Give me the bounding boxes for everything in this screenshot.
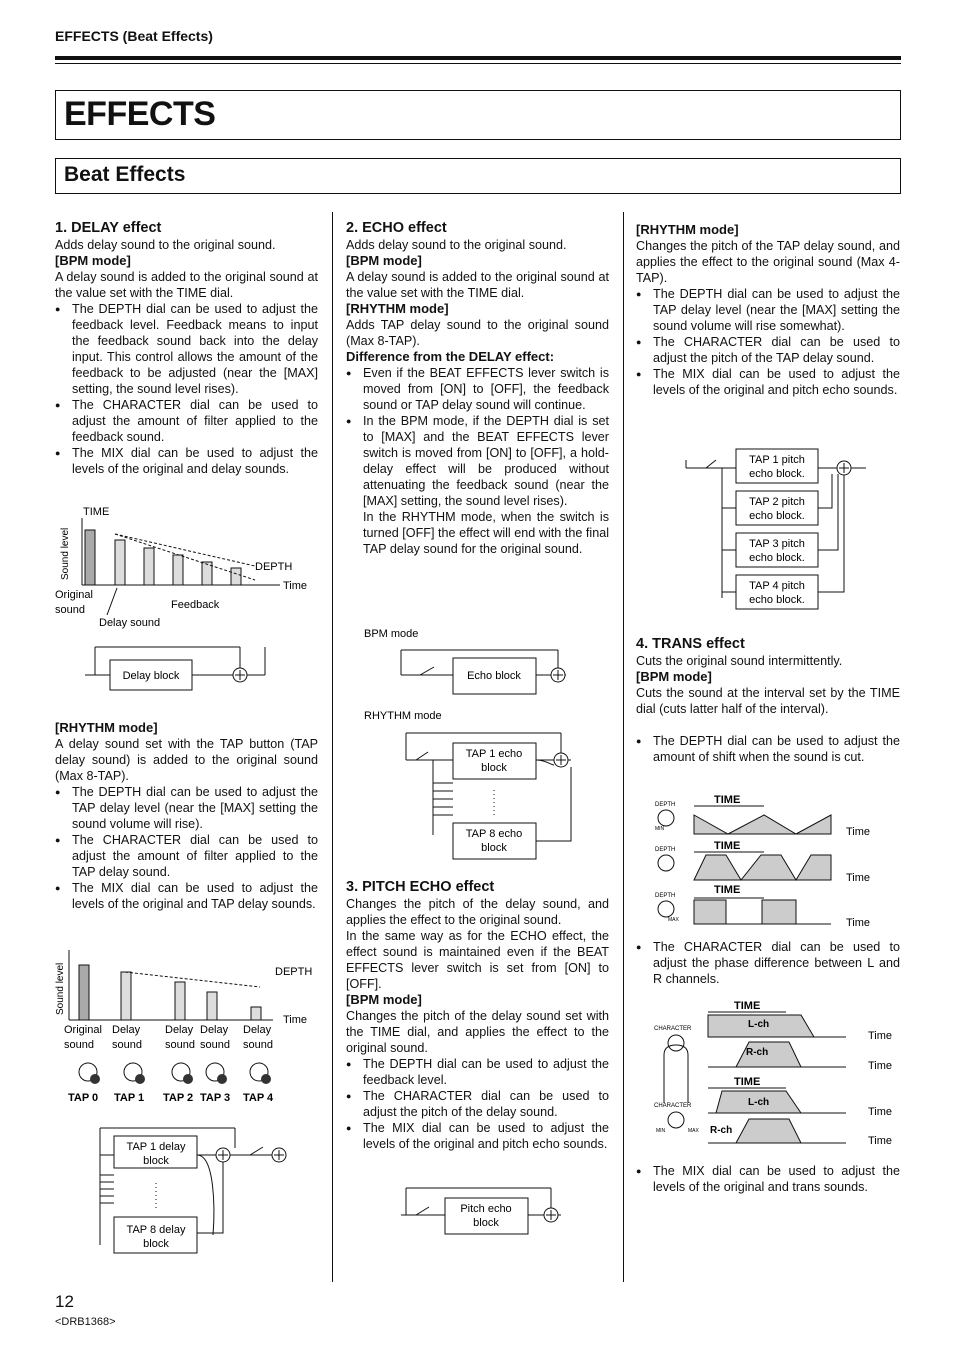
svg-text:Delay sound: Delay sound: [99, 617, 161, 629]
svg-text:Echo block: Echo block: [467, 670, 521, 682]
svg-text:TAP 8 delay: TAP 8 delay: [126, 1224, 186, 1236]
delay-rhythm-label: [RHYTHM mode]: [55, 720, 158, 735]
svg-text:block: block: [481, 762, 507, 774]
svg-text:TAP 2: TAP 2: [163, 1092, 194, 1104]
delay-bpm-item: ● The MIX dial can be used to adjust the levels of the original and delay sounds.: [55, 445, 318, 477]
svg-text:MIN: MIN: [656, 1128, 666, 1134]
svg-text:CHARACTER: CHARACTER: [654, 1026, 692, 1032]
delay-rhythm-section: [55, 720, 318, 912]
svg-text:echo block.: echo block.: [749, 510, 805, 522]
pitch-rhythm-item: ● The DEPTH dial can be used to adjust the TAP delay level (near the [MAX] setting the sound volume will rise somewhat).: [636, 286, 900, 334]
section-header: EFFECTS (Beat Effects): [55, 28, 213, 44]
echo-diff-label: Difference from the DELAY effect:: [346, 349, 555, 364]
pitch-bpm-item: ● The DEPTH dial can be used to adjust the feedback level.: [346, 1056, 609, 1088]
svg-text:sound: sound: [112, 1039, 142, 1051]
svg-text:DEPTH: DEPTH: [655, 802, 676, 808]
delay-block-diagram: [55, 640, 320, 700]
svg-text:Delay: Delay: [165, 1024, 194, 1036]
document-code: <DRB1368>: [55, 1316, 116, 1328]
delay-tap-diagram: [55, 1120, 320, 1260]
delay-rhythm-item: ● The DEPTH dial can be used to adjust the TAP delay level (near the [MAX] setting the sound volume will rise).: [55, 784, 318, 832]
svg-text:TAP 8 echo: TAP 8 echo: [465, 828, 523, 840]
svg-text:Time: Time: [868, 1060, 893, 1072]
svg-text:L-ch: L-ch: [748, 1019, 770, 1030]
svg-text:TAP 1 pitch: TAP 1 pitch: [749, 454, 805, 466]
svg-text:Sound level: Sound level: [60, 527, 71, 580]
echo-bpm-text: A delay sound is added to the original sound at the value set with the TIME dial.: [346, 270, 609, 300]
svg-text:echo block.: echo block.: [749, 552, 805, 564]
delay-level-figure: [55, 500, 320, 635]
svg-text:Pitch echo: Pitch echo: [460, 1203, 512, 1215]
pitch-rhythm-item: ● The MIX dial can be used to adjust the levels of the original and pitch echo sounds.: [636, 366, 900, 398]
svg-text:sound: sound: [243, 1039, 273, 1051]
pitch-rhythm-section: [636, 222, 900, 398]
svg-text:TAP 3 pitch: TAP 3 pitch: [749, 538, 805, 550]
delay-bpm-label: [BPM mode]: [55, 253, 131, 268]
subtitle-box: [55, 158, 901, 194]
svg-text:Sound level: Sound level: [55, 962, 66, 1015]
echo-diff-note: In the RHYTHM mode, when the switch is turned [OFF] the effect will end with the final TAP delay sound for the original sound.: [363, 510, 609, 556]
trans-intro: Cuts the original sound intermittently.: [636, 654, 843, 668]
column-divider: [623, 212, 624, 1282]
trans-item: ● The DEPTH dial can be used to adjust the amount of shift when the sound is cut.: [636, 733, 900, 765]
page-number: 12: [55, 1292, 74, 1311]
svg-text:sound: sound: [165, 1039, 195, 1051]
svg-text:sound: sound: [64, 1039, 94, 1051]
svg-text:block: block: [473, 1217, 499, 1229]
page-title: EFFECTS: [64, 95, 216, 133]
delay-bpm-item: ● The CHARACTER dial can be used to adjust the amount of filter applied to the feedback sound.: [55, 397, 318, 445]
svg-text:Feedback: Feedback: [171, 599, 220, 611]
svg-text:R-ch: R-ch: [746, 1047, 769, 1058]
trans-section: [636, 635, 900, 765]
svg-text:Delay: Delay: [243, 1024, 272, 1036]
delay-title: 1. DELAY effect: [55, 220, 162, 236]
svg-text:DEPTH: DEPTH: [655, 847, 676, 853]
trans-title: 4. TRANS effect: [636, 636, 745, 652]
svg-text:MIN: MIN: [655, 826, 665, 832]
echo-rhythm-diagram: [346, 705, 611, 865]
echo-diff-item: ● Even if the BEAT EFFECTS lever switch is moved from [ON] to [OFF], the feedback sound or TAP delay sound will continue.: [346, 365, 609, 413]
pitch-intro: Changes the pitch of the delay sound, and applies the effect to the original sound.: [346, 897, 609, 927]
pitch-bpm-item: ● The MIX dial can be used to adjust the levels of the original and pitch echo sounds.: [346, 1120, 609, 1152]
column-divider: [332, 212, 333, 1282]
echo-rhythm-label: [RHYTHM mode]: [346, 301, 449, 316]
delay-rhythm-item: ● The MIX dial can be used to adjust the levels of the original and TAP delay sounds.: [55, 880, 318, 912]
delay-rhythm-item: ● The CHARACTER dial can be used to adjust the amount of filter applied to the TAP delay sound.: [55, 832, 318, 880]
pitch-rhythm-text: Changes the pitch of the TAP delay sound, and applies the effect to the original sound (Max 4-TAP).: [636, 239, 900, 285]
pitch-rhythm-label: [RHYTHM mode]: [636, 222, 739, 237]
echo-intro: Adds delay sound to the original sound.: [346, 238, 567, 252]
svg-text:TIME: TIME: [734, 1000, 761, 1012]
svg-text:MAX: MAX: [668, 917, 679, 923]
header-rule: [55, 56, 901, 60]
svg-text:Time: Time: [868, 1106, 893, 1118]
pitch-section: [346, 878, 609, 1152]
svg-text:Time: Time: [283, 580, 308, 592]
pitch-bpm-text: Changes the pitch of the delay sound set with the TIME dial, and applies the effect to the original sound.: [346, 1009, 609, 1055]
svg-text:block: block: [143, 1155, 169, 1167]
echo-rhythm-text: Adds TAP delay sound to the original sound (Max 8-TAP).: [346, 318, 609, 348]
echo-section: [346, 219, 609, 557]
pitch-echo-diagram: [346, 1180, 611, 1240]
pitch-bpm-label: [BPM mode]: [346, 992, 422, 1007]
tap-button-icon: [79, 1063, 271, 1084]
delay-section: [55, 219, 318, 477]
trans-bpm-text: Cuts the sound at the interval set by the TIME dial (cuts latter half of the interval).: [636, 686, 900, 716]
svg-text:block: block: [481, 842, 507, 854]
title-box: [55, 90, 901, 140]
svg-text:RHYTHM mode: RHYTHM mode: [364, 710, 442, 722]
svg-text:sound: sound: [55, 604, 85, 616]
svg-text:TIME: TIME: [714, 840, 741, 852]
pitch-rhythm-diagram: [636, 440, 900, 620]
echo-bpm-diagram: [346, 622, 611, 702]
svg-text:TIME: TIME: [714, 884, 741, 896]
svg-text:TAP 2 pitch: TAP 2 pitch: [749, 496, 805, 508]
pitch-intro2: In the same way as for the ECHO effect, the effect sound is maintained even if the BEAT EFFECTS lever switch is set from [ON] to [OFF].: [346, 929, 609, 991]
svg-text:MAX: MAX: [688, 1128, 699, 1134]
svg-text:Original: Original: [64, 1024, 102, 1036]
svg-text:TAP 4 pitch: TAP 4 pitch: [749, 580, 805, 592]
svg-text:Time: Time: [868, 1030, 893, 1042]
svg-text:Delay: Delay: [200, 1024, 229, 1036]
svg-text:BPM mode: BPM mode: [364, 628, 419, 640]
trans-item: ● The MIX dial can be used to adjust the levels of the original and trans sounds.: [636, 1163, 900, 1195]
trans-depth-figure: [636, 790, 900, 930]
svg-text:echo block.: echo block.: [749, 468, 805, 480]
delay-rhythm-text: A delay sound set with the TAP button (TAP delay sound) is added to the original sound (Max 8-TAP).: [55, 737, 318, 783]
svg-text:DEPTH: DEPTH: [655, 893, 676, 899]
svg-text:TAP 0: TAP 0: [68, 1092, 99, 1104]
trans-item: ● The CHARACTER dial can be used to adjust the phase difference between L and R channels.: [636, 939, 900, 987]
svg-text:Time: Time: [846, 917, 871, 929]
svg-text:Delay: Delay: [112, 1024, 141, 1036]
svg-text:Time: Time: [846, 826, 871, 838]
svg-text:TIME: TIME: [734, 1076, 761, 1088]
echo-diff-item: ● In the BPM mode, if the DEPTH dial is set to [MAX] and the BEAT EFFECTS lever switch is moved from [ON] to [OFF], a hold-delay effect will be produced without attenuating the feedback sound (near the [MAX] setting, the sound level rises).: [346, 413, 609, 509]
pitch-title: 3. PITCH ECHO effect: [346, 879, 495, 895]
svg-text:CHARACTER: CHARACTER: [654, 1103, 692, 1109]
svg-text:TIME: TIME: [714, 794, 741, 806]
delay-intro: Adds delay sound to the original sound.: [55, 238, 276, 252]
svg-text:TAP 1 delay: TAP 1 delay: [126, 1141, 186, 1153]
header-rule-thin: [55, 63, 901, 64]
svg-text:Time: Time: [846, 872, 871, 884]
pitch-rhythm-item: ● The CHARACTER dial can be used to adjust the pitch of the TAP delay sound.: [636, 334, 900, 366]
svg-text:Time: Time: [868, 1135, 893, 1147]
svg-text:TAP 1 echo: TAP 1 echo: [465, 748, 523, 760]
page-subtitle: Beat Effects: [64, 163, 186, 186]
svg-text:TAP 3: TAP 3: [200, 1092, 231, 1104]
svg-text:DEPTH: DEPTH: [255, 561, 293, 573]
trans-bpm-label: [BPM mode]: [636, 669, 712, 684]
trans-char-item: [636, 939, 900, 987]
svg-text:TAP 4: TAP 4: [243, 1092, 274, 1104]
svg-text:sound: sound: [200, 1039, 230, 1051]
trans-character-figure: [636, 995, 900, 1150]
svg-text:TIME: TIME: [83, 506, 110, 518]
trans-mix-item: [636, 1163, 900, 1195]
echo-title: 2. ECHO effect: [346, 220, 447, 236]
delay-bpm-item: ● The DEPTH dial can be used to adjust the feedback level. Feedback means to input the feedback sound back into the delay input. This control allows the amount of the feedback to be adjusted (near the [MAX] setting, the sound level rises).: [55, 301, 318, 397]
echo-bpm-label: [BPM mode]: [346, 253, 422, 268]
svg-text:echo block.: echo block.: [749, 594, 805, 606]
svg-text:L-ch: L-ch: [748, 1097, 770, 1108]
svg-text:TAP 1: TAP 1: [114, 1092, 145, 1104]
delay-rhythm-figure: [55, 945, 320, 1110]
svg-text:R-ch: R-ch: [710, 1125, 733, 1136]
pitch-bpm-item: ● The CHARACTER dial can be used to adjust the pitch of the delay sound.: [346, 1088, 609, 1120]
svg-text:Delay block: Delay block: [122, 670, 180, 682]
svg-text:Time: Time: [283, 1014, 308, 1026]
svg-text:Original: Original: [55, 589, 93, 601]
svg-text:DEPTH: DEPTH: [275, 966, 313, 978]
svg-text:block: block: [143, 1238, 169, 1250]
delay-bpm-text: A delay sound is added to the original sound at the value set with the TIME dial.: [55, 270, 318, 300]
